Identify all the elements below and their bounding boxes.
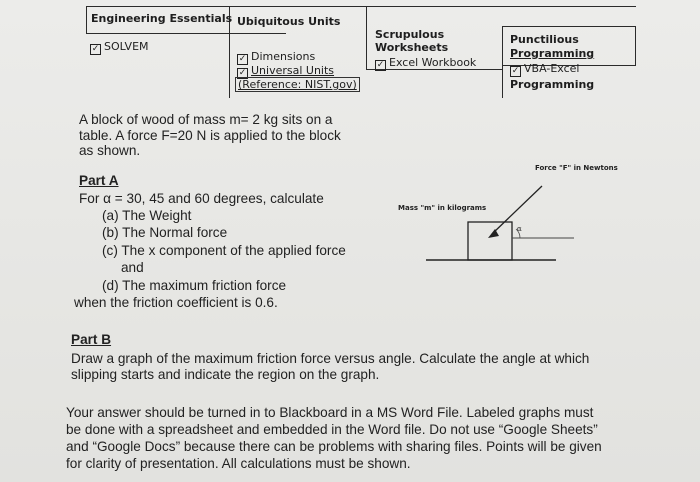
instructions-line-2: be done with a spreadsheet and embedded in the Word file. Do not use “Google Sheets” [66, 422, 598, 437]
nist-reference: (Reference: NIST.gov) [235, 78, 360, 92]
intro-line-3: as shown. [79, 143, 141, 158]
force-arrowhead [488, 229, 499, 238]
checkbox-icon: ✓ [238, 68, 247, 78]
part-a-item-d: (d) The maximum friction force [102, 278, 287, 293]
part-a-item-b: (b) The Normal force [102, 225, 228, 240]
engineering-essentials-title: Engineering Essentials [91, 12, 233, 25]
intro-line-2: table. A force F=20 N is applied to the block [79, 128, 341, 143]
scrupulous-title-1: Scrupulous [375, 28, 445, 41]
header-table [86, 6, 636, 98]
force-label: Force "F" in Newtons [535, 164, 618, 172]
diagram-svg [396, 160, 626, 272]
vba-excel-item: ✓ VBA-Excel [511, 62, 580, 76]
part-b-line-1: Draw a graph of the maximum friction force versus angle. Calculate the angle at which [71, 351, 590, 366]
checkbox-icon: ✓ [511, 66, 520, 76]
universal-units-item: ✓ Universal Units [238, 64, 335, 78]
intro-line-1: A block of wood of mass m= 2 kg sits on a [79, 112, 333, 127]
instructions-line-3: and “Google Docs” because there can be problems with sharing files. Points will be given [66, 439, 602, 454]
mass-label: Mass "m" in kilograms [398, 204, 487, 212]
vba-programming-item: Programming [510, 78, 595, 91]
instructions-line-4: for clarity of presentation. All calculations must be shown. [66, 456, 411, 471]
scrupulous-title-2: Worksheets [375, 41, 449, 54]
ubiquitous-units-title: Ubiquitous Units [237, 15, 341, 28]
part-a-footer: when the friction coefficient is 0.6. [74, 295, 278, 310]
checkbox-icon: ✓ [238, 54, 247, 64]
part-b-heading: Part B [71, 332, 112, 347]
alpha-label: α [517, 225, 522, 233]
solvem-item: ✓ SOLVEM [91, 40, 149, 54]
force-diagram [396, 160, 626, 272]
punctilious-title-1: Punctilious [510, 33, 579, 46]
part-a-item-c: (c) The x component of the applied force [102, 243, 346, 258]
part-b-line-2: slipping starts and indicate the region on the graph. [71, 367, 380, 382]
part-a-item-c-cont: and [121, 260, 144, 275]
checkbox-icon: ✓ [376, 60, 385, 70]
part-a-heading: Part A [79, 173, 119, 188]
instructions-line-1: Your answer should be turned in to Blackboard in a MS Word File. Labeled graphs must [66, 405, 594, 420]
part-a-item-a: (a) The Weight [102, 208, 192, 223]
wood-block [468, 222, 512, 260]
checkbox-icon: ✓ [91, 44, 100, 54]
punctilious-title-2: Programming [510, 47, 595, 60]
dimensions-item: ✓ Dimensions [238, 50, 316, 64]
part-a-lead: For α = 30, 45 and 60 degrees, calculate [79, 191, 324, 206]
excel-workbook-item: ✓ Excel Workbook [376, 56, 477, 70]
